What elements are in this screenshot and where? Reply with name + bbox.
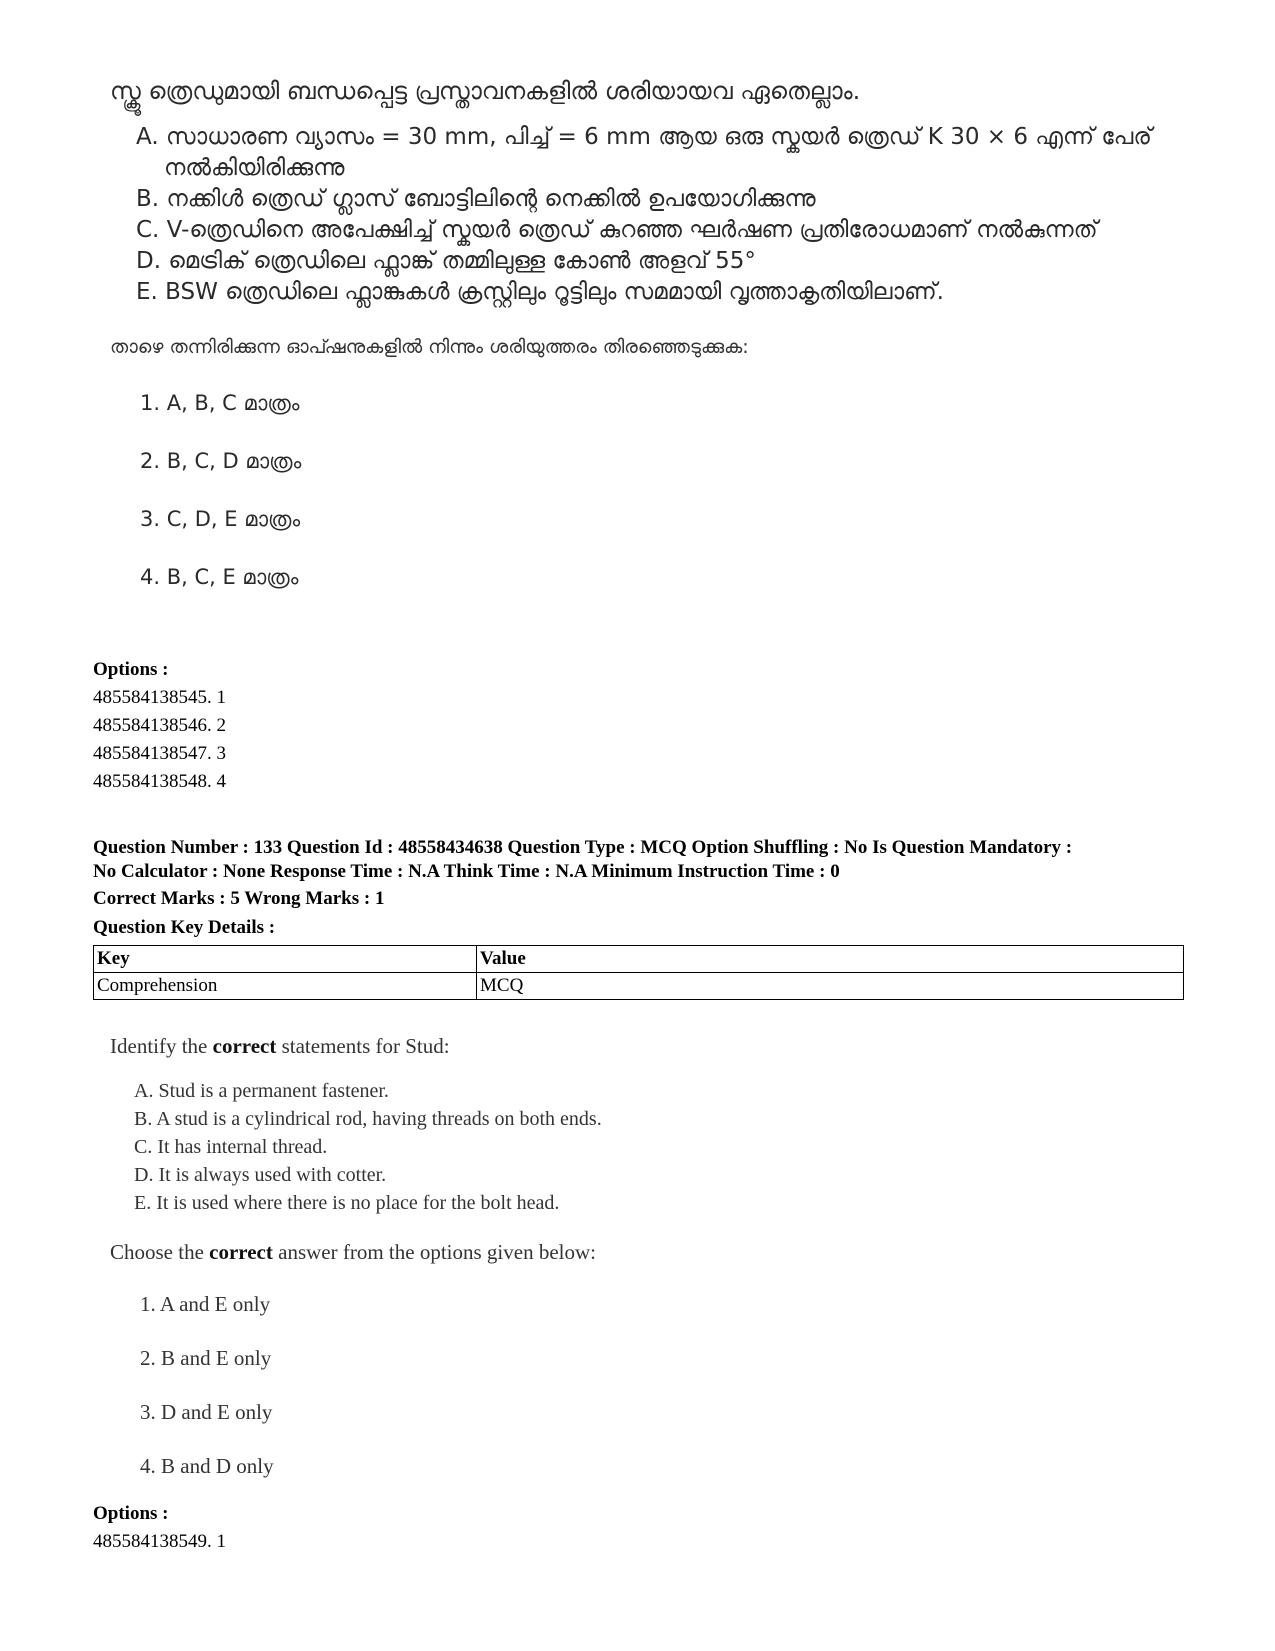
statement-d: D. It is always used with cotter. <box>134 1164 387 1186</box>
statement-a: A. സാധാരണ വ്യാസം = 30 mm, പിച്ച് = 6 mm ആയ ഒരു സ്കയർ ത്രെഡ് K 30 × 6 എന്ന് പേര് നൽകിയിരിക്കുന്നു <box>136 124 1152 181</box>
question-image-malayalam <box>110 74 1230 606</box>
header-key: Key <box>94 946 477 973</box>
options-list <box>93 1500 226 1556</box>
question-instruction <box>110 1237 1210 1267</box>
stem-text: Identify the <box>110 1034 213 1058</box>
key-details-table <box>93 945 1184 1000</box>
metadata-line-1: Question Number : 133 Question Id : 48558434638 Question Type : MCQ Option Shuffling : No Is Question Mandatory : <box>93 837 1073 858</box>
choice-3: 3. D and E only <box>140 1400 273 1424</box>
statement-d: D. മെട്രിക് ത്രെഡിലെ ഫ്ലാങ്ക് തമ്മിലുള്ള കോൺ അളവ് 55° <box>136 248 756 274</box>
question-metadata <box>93 836 1193 884</box>
statement-b: B. A stud is a cylindrical rod, having threads on both ends. <box>134 1108 602 1130</box>
option-id: 485584138545. 1 <box>93 687 226 708</box>
metadata-line-2: No Calculator : None Response Time : N.A Think Time : N.A Minimum Instruction Time : 0 <box>93 861 840 882</box>
options-list <box>93 656 226 796</box>
choice-1: 1. A and E only <box>140 1292 271 1316</box>
options-label: Options : <box>93 1503 169 1524</box>
statement-c: C. V-ത്രെഡിനെ അപേക്ഷിച്ച് സ്കയർ ത്രെഡ് കുറഞ്ഞ ഘർഷണ പ്രതിരോധമാണ് നൽകുന്നത് <box>136 217 1098 243</box>
option-id: 485584138548. 4 <box>93 771 226 792</box>
question-instruction: താഴെ തന്നിരിക്കുന്ന ഓപ്ഷനുകളിൽ നിന്നും ശരിയുത്തരം തിരഞ്ഞെടുക്കുക: <box>110 336 749 358</box>
instr-text: answer from the options given below: <box>272 1240 596 1264</box>
instr-bold: correct <box>209 1240 273 1264</box>
header-value: Value <box>477 946 1184 973</box>
question-image-english <box>110 1031 1210 1493</box>
statement-e: E. It is used where there is no place for the bolt head. <box>134 1192 560 1214</box>
marks-line: Correct Marks : 5 Wrong Marks : 1 <box>93 888 385 909</box>
choice-2: 2. B and E only <box>140 1346 272 1370</box>
choice-2: 2. B, C, D മാത്രം <box>140 449 302 473</box>
statement-c: C. It has internal thread. <box>134 1136 328 1158</box>
stem-text: statements for Stud: <box>276 1034 450 1058</box>
statement-e: E. BSW ത്രെഡിലെ ഫ്ലാങ്കുകൾ ക്രസ്റ്റിലും റൂട്ടിലും സമമായി വൃത്താകൃതിയിലാണ്. <box>136 279 944 305</box>
instr-text: Choose the <box>110 1240 210 1264</box>
cell-key: Comprehension <box>94 973 477 1000</box>
choice-1: 1. A, B, C മാത്രം <box>140 391 300 415</box>
options-label: Options : <box>93 659 169 680</box>
choice-4: 4. B, C, E മാത്രം <box>140 565 299 589</box>
cell-value: MCQ <box>477 973 1184 1000</box>
option-id: 485584138547. 3 <box>93 743 226 764</box>
table-row <box>94 973 1184 1000</box>
statement-a: A. Stud is a permanent fastener. <box>134 1080 389 1102</box>
statement-b: B. നക്കിൾ ത്രെഡ് ഗ്ലാസ് ബോട്ടിലിന്റെ നെക്കിൽ ഉപയോഗിക്കുന്നു <box>136 186 816 212</box>
table-header-row <box>94 946 1184 973</box>
option-id: 485584138546. 2 <box>93 715 226 736</box>
stem-bold: correct <box>212 1034 277 1058</box>
question-stem <box>110 1031 1210 1061</box>
option-id: 485584138549. 1 <box>93 1531 226 1552</box>
choice-4: 4. B and D only <box>140 1454 274 1478</box>
key-details-label: Question Key Details : <box>93 917 276 938</box>
choice-3: 3. C, D, E മാത്രം <box>140 507 301 531</box>
question-stem: സ്ക്രൂ ത്രെഡുമായി ബന്ധപ്പെട്ട പ്രസ്താവനകളിൽ ശരിയായവ ഏതെല്ലാം. <box>110 77 861 105</box>
